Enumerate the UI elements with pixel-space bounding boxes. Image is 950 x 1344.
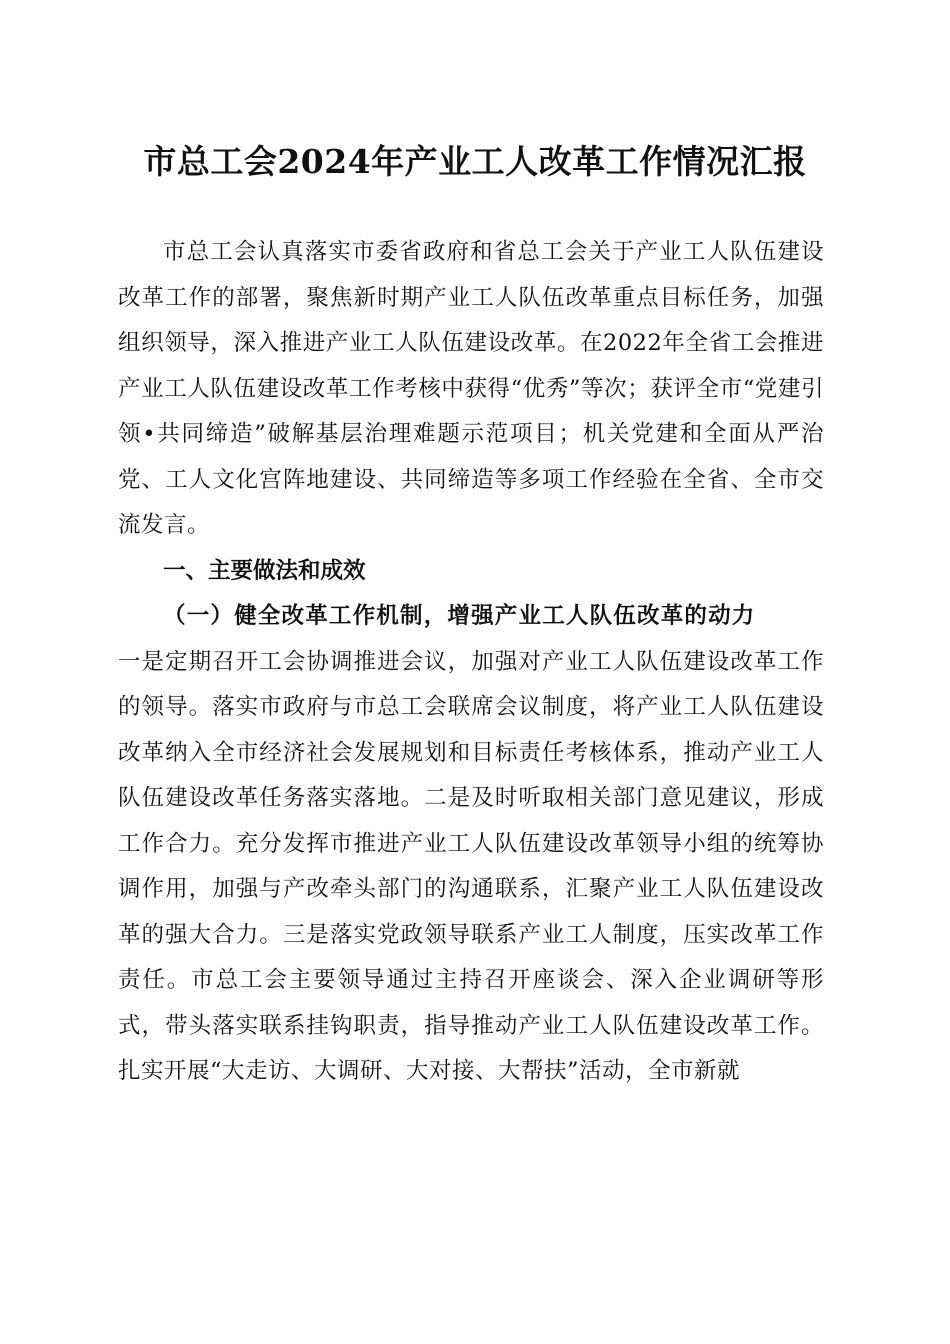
document-title: 市总工会2024年产业工人改革工作情况汇报 bbox=[143, 142, 807, 181]
document-body bbox=[118, 230, 824, 1095]
subsection-body-1: 一是定期召开工会协调推进会议，加强对产业工人队伍建设改革工作的领导。落实市政府与市总工会联席会议制度，将产业工人队伍建设改革纳入全市经济社会发展规划和目标责任考核体系，推动产业工人队伍建设改革任务落实落地。二是及时听取相关部门意见建议，形成工作合力。充分发挥市推进产业工人队伍建设改革领导小组的统筹协调作用，加强与产改牵头部门的沟通联系，汇聚产业工人队伍建设改革的强大合力。三是落实党政领导联系产业工人制度，压实改革工作责任。市总工会主要领导通过主持召开座谈会、深入企业调研等形式，带头落实联系挂钩职责，指导推动产业工人队伍建设改革工作。扎实开展“大走访、大调研、大对接、大帮扶”活动，全市新就 bbox=[118, 648, 824, 1084]
intro-paragraph: 市总工会认真落实市委省政府和省总工会关于产业工人队伍建设改革工作的部署，聚焦新时期产业工人队伍改革重点目标任务，加强组织领导，深入推进产业工人队伍建设改革。在2022年全省工会推进产业工人队伍建设改革工作考核中获得“优秀”等次；获评全市“党建引领•共同缔造”破解基层治理难题示范项目；机关党建和全面从严治党、工人文化宫阵地建设、共同缔造等多项工作经验在全省、全市交流发言。 bbox=[118, 239, 824, 538]
subsection-heading-1: （一）健全改革工作机制，增强产业工人队伍改革的动力 bbox=[163, 603, 756, 629]
subsection-paragraph-1 bbox=[118, 594, 824, 1095]
section-heading-1: 一、主要做法和成效 bbox=[163, 557, 366, 584]
